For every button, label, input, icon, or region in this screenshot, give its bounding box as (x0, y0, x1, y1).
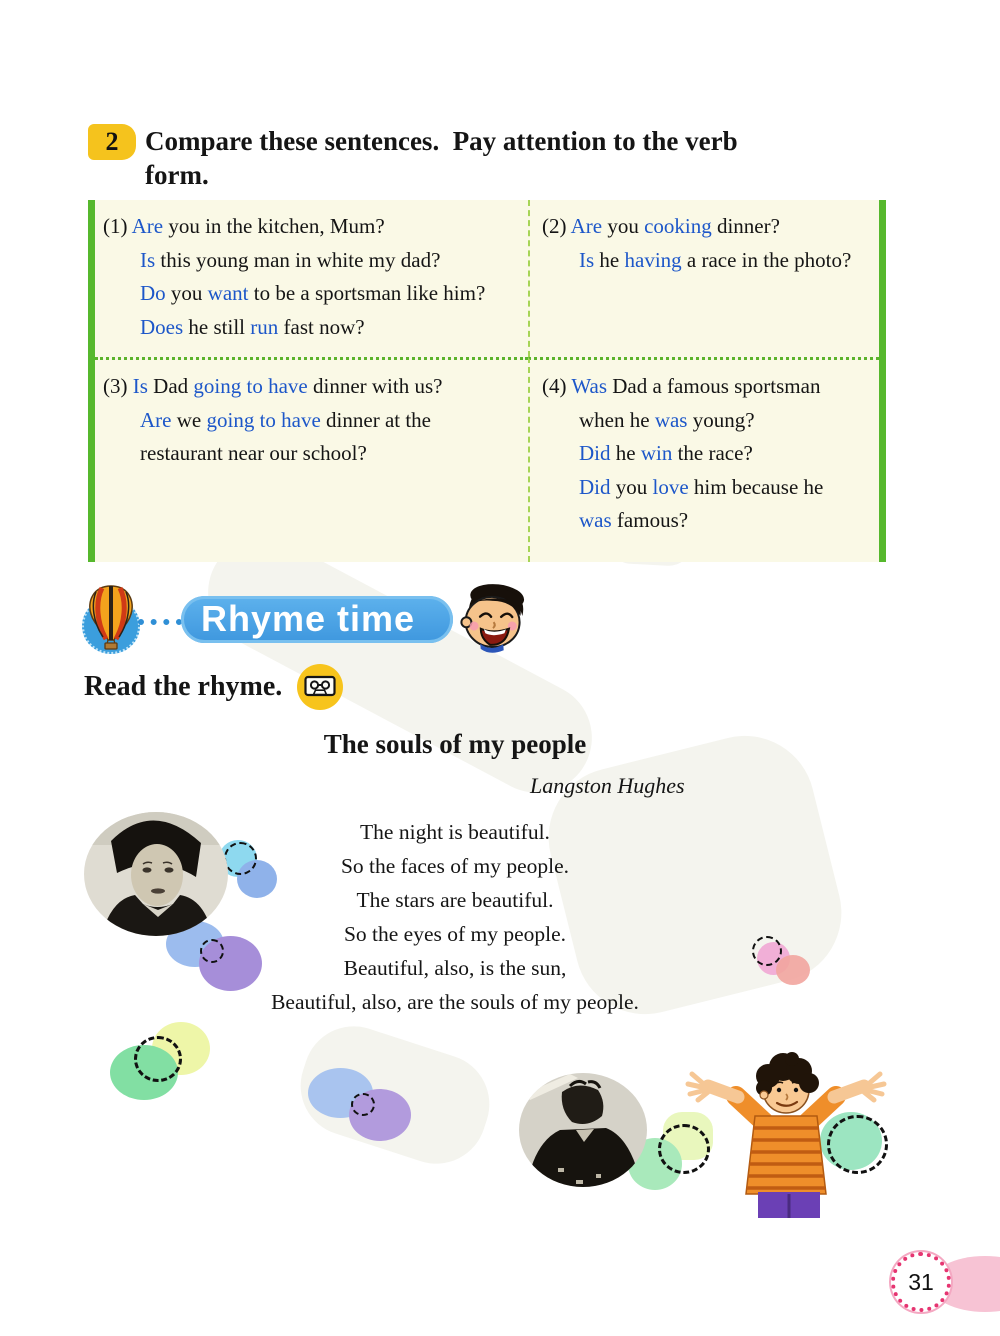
poem-line: So the faces of my people. (340, 854, 570, 878)
poet-photo-dark (518, 1072, 648, 1189)
rhyme-time-banner (181, 596, 453, 643)
instruction-text: Read the rhyme. (84, 671, 283, 702)
poem-lines (130, 815, 780, 1019)
sentence-line: (1) Are you in the kitchen, Mum? (103, 214, 385, 238)
table-cell-4 (528, 357, 879, 562)
poem-line: So the eyes of my people. (343, 922, 567, 946)
poem-line: Beautiful, also, is the sun, (343, 956, 567, 980)
page-number: 31 (908, 1268, 934, 1295)
sentence-line: Is he having a race in the photo? (579, 247, 852, 272)
sentence-line: Did you love him because he (579, 474, 824, 499)
exercise-title (145, 124, 738, 192)
poem-line: Beautiful, also, are the souls of my people. (271, 990, 639, 1014)
sentence-line: Are we going to have dinner at the (140, 407, 432, 432)
table-left-border (88, 200, 95, 562)
sentence-line: (3) Is Dad going to have dinner with us? (103, 374, 443, 398)
sentence-line: was famous? (579, 508, 689, 532)
sentence-line: Do you want to be a sportsman like him? (140, 281, 486, 305)
exercise-header (88, 124, 738, 192)
cassette-audio-icon[interactable] (297, 664, 343, 710)
poem-title: The souls of my people (323, 729, 587, 759)
laughing-face-icon (449, 581, 537, 655)
poem-line: The stars are beautiful. (356, 888, 554, 912)
exercise-title-line2: form. (145, 160, 209, 190)
exercise-number-badge: 2 (88, 124, 136, 160)
cartoon-boy-arms-open (680, 1046, 892, 1218)
rhyme-time-label: Rhyme time (201, 598, 416, 639)
sentence-line: Did he win the race? (579, 441, 753, 465)
poem-block (130, 729, 780, 1019)
page-number-badge (891, 1252, 951, 1312)
dashed-ring-small (351, 1093, 375, 1116)
decorative-circle-salmon (776, 955, 810, 985)
table-cell-1 (95, 200, 528, 357)
exercise-title-line1: Compare these sentences. Pay attention to the verb (145, 126, 738, 156)
sentence-line: restaurant near our school? (140, 441, 367, 465)
sentence-line: (4) Was Dad a famous sportsman (542, 374, 821, 398)
sentence-line: when he was young? (579, 407, 755, 432)
compare-sentences-table (88, 200, 886, 562)
table-right-border (879, 200, 886, 562)
table-cell-3 (95, 357, 528, 562)
dashed-ring (134, 1036, 182, 1082)
sentence-line: Is this young man in white my dad? (140, 247, 441, 272)
sentence-line: (2) Are you cooking dinner? (542, 214, 780, 238)
sentence-line: Does he still run fast now? (140, 314, 365, 339)
dotted-connector (138, 619, 182, 625)
poem-line: The night is beautiful. (360, 820, 550, 844)
hot-air-balloon-icon (84, 584, 138, 650)
poem-author: Langston Hughes (530, 773, 685, 798)
table-cell-2 (528, 200, 879, 357)
instruction-row (84, 664, 343, 710)
